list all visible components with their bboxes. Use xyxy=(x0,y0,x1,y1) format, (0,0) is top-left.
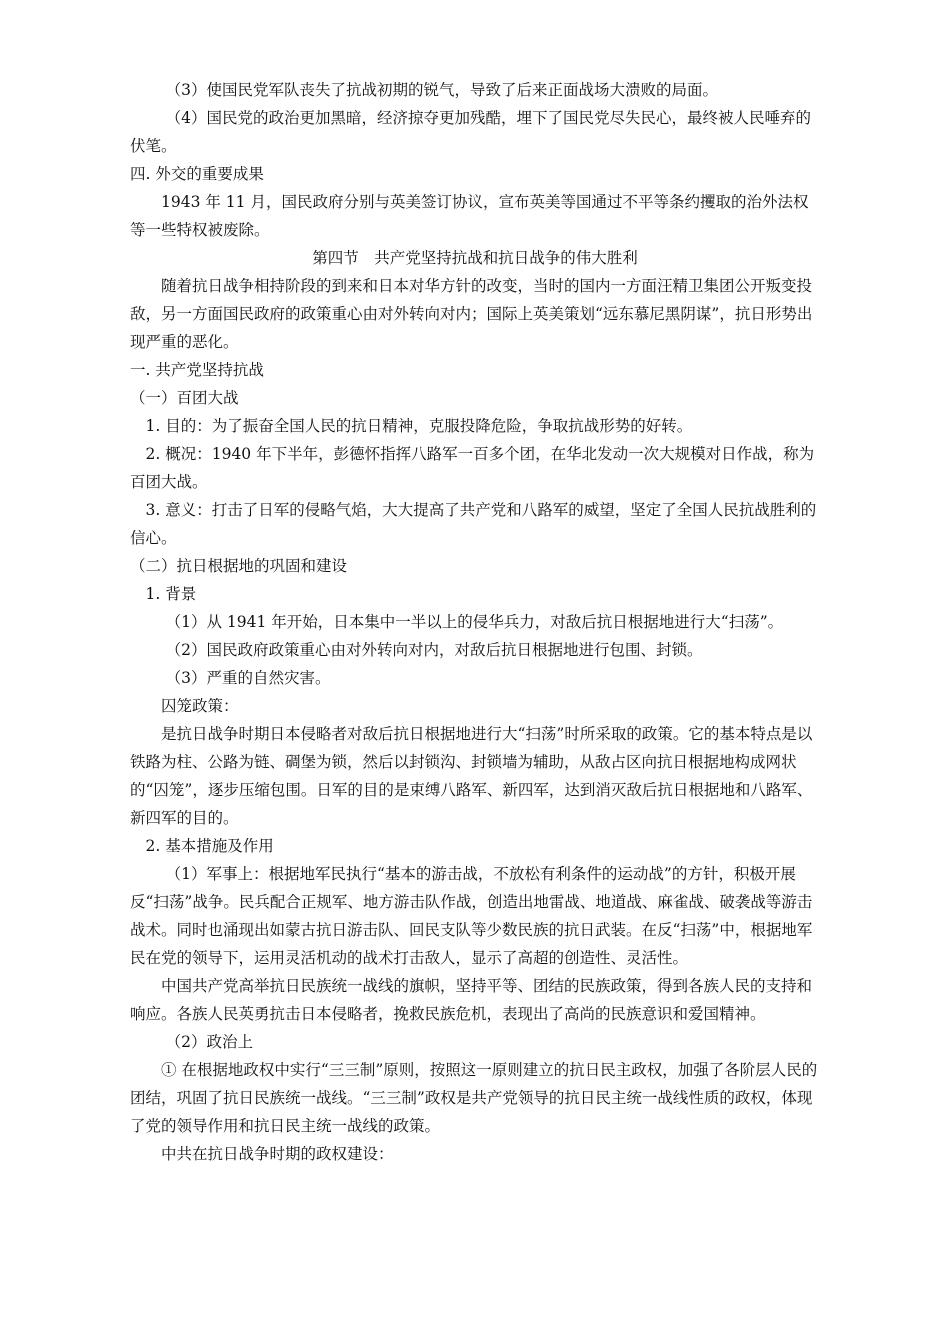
item-purpose: 1. 目的：为了振奋全国人民的抗日精神，克服投降危险，争取抗战形势的好转。 xyxy=(145,417,693,435)
background-point-2: （2）国民政府政策重心由对外转向对内，对敌后抗日根据地进行包围、封锁。 xyxy=(165,641,703,659)
measures-political: （2）政治上 xyxy=(165,1033,254,1051)
term-cage-policy: 囚笼政策： xyxy=(161,697,239,715)
paragraph-ethnic-policy: 中国共产党高举抗日民族统一战线的旗帜，坚持平等、团结的民族政策，得到各族人民的支持和响应。各族人民英勇抗击日本侵略者，挽救民族危机，表现出了高尚的民族意识和爱国精神。 xyxy=(130,977,813,1023)
item-significance: 3. 意义：打击了日军的侵略气焰，大大提高了共产党和八路军的威望，坚定了全国人民抗战胜利的信心。 xyxy=(130,501,817,547)
background-point-1: （1）从 1941 年开始，日本集中一半以上的侵华兵力，对敌后抗日根据地进行大“扫荡”。 xyxy=(165,613,784,631)
item-measures: 2. 基本措施及作用 xyxy=(145,837,274,855)
paragraph-point-4: （4）国民党的政治更加黑暗，经济掠夺更加残酷，埋下了国民党尽失民心，最终被人民唾弃的伏笔。 xyxy=(130,109,812,155)
paragraph-diplomacy: 1943 年 11 月，国民政府分别与英美签订协议，宣布英美等国通过不平等条约攫取的治外法权等一些特权被废除。 xyxy=(130,193,809,239)
background-point-3: （3）严重的自然灾害。 xyxy=(165,669,331,687)
paragraph-three-thirds: ① 在根据地政权中实行“三三制”原则，按照这一原则建立的抗日民主政权，加强了各阶层人民的团结，巩固了抗日民族统一战线。“三三制”政权是共产党领导的抗日民主统一战线性质的政权，体现了党的领导作用和抗日民主统一战线的政策。 xyxy=(130,1061,818,1135)
item-background: 1. 背景 xyxy=(145,585,197,603)
paragraph-cage-policy: 是抗日战争时期日本侵略者对敌后抗日根据地进行大“扫荡”时所采取的政策。它的基本特点是以铁路为柱、公路为链、碉堡为锁，然后以封锁沟、封锁墙为辅助，从敌占区向抗日根据地构成网状的“囚笼”，逐步压缩包围。日军的目的是束缚八路军、新四军，达到消灭敌后抗日根据地和八路军、新四军的目的。 xyxy=(130,725,813,827)
heading-part-one: 一. 共产党坚持抗战 xyxy=(130,361,264,379)
chapter-title: 第四节 共产党坚持抗战和抗日战争的伟大胜利 xyxy=(312,249,638,267)
paragraph-regime-building: 中共在抗日战争时期的政权建设： xyxy=(161,1145,394,1163)
item-overview: 2. 概况：1940 年下半年，彭德怀指挥八路军一百多个团，在华北发动一次大规模对日作战，称为百团大战。 xyxy=(130,445,815,491)
heading-base-areas: （二）抗日根据地的巩固和建设 xyxy=(130,557,348,575)
heading-section-four: 四. 外交的重要成果 xyxy=(130,165,264,183)
paragraph-intro: 随着抗日战争相持阶段的到来和日本对华方针的改变，当时的国内一方面汪精卫集团公开叛变投敌，另一方面国民政府的政策重心由对外转向对内；国际上英美策划“远东慕尼黑阴谋”，抗日形势出现严重的恶化。 xyxy=(130,277,813,351)
heading-hundred-regiments: （一）百团大战 xyxy=(130,389,239,407)
paragraph-point-3: （3）使国民党军队丧失了抗战初期的锐气，导致了后来正面战场大溃败的局面。 xyxy=(165,81,719,99)
measures-military: （1）军事上：根据地军民执行“基本的游击战，不放松有利条件的运动战”的方针，积极开展反“扫荡”战争。民兵配合正规军、地方游击队作战，创造出地雷战、地道战、麻雀战、破袭战等游击战术。同时也涌现出如蒙古抗日游击队、回民支队等少数民族的抗日武装。在反“扫荡”中，根据地军民在党的领导下，运用灵活机动的战术打击敌人，显示了高超的创造性、灵活性。 xyxy=(130,865,813,967)
